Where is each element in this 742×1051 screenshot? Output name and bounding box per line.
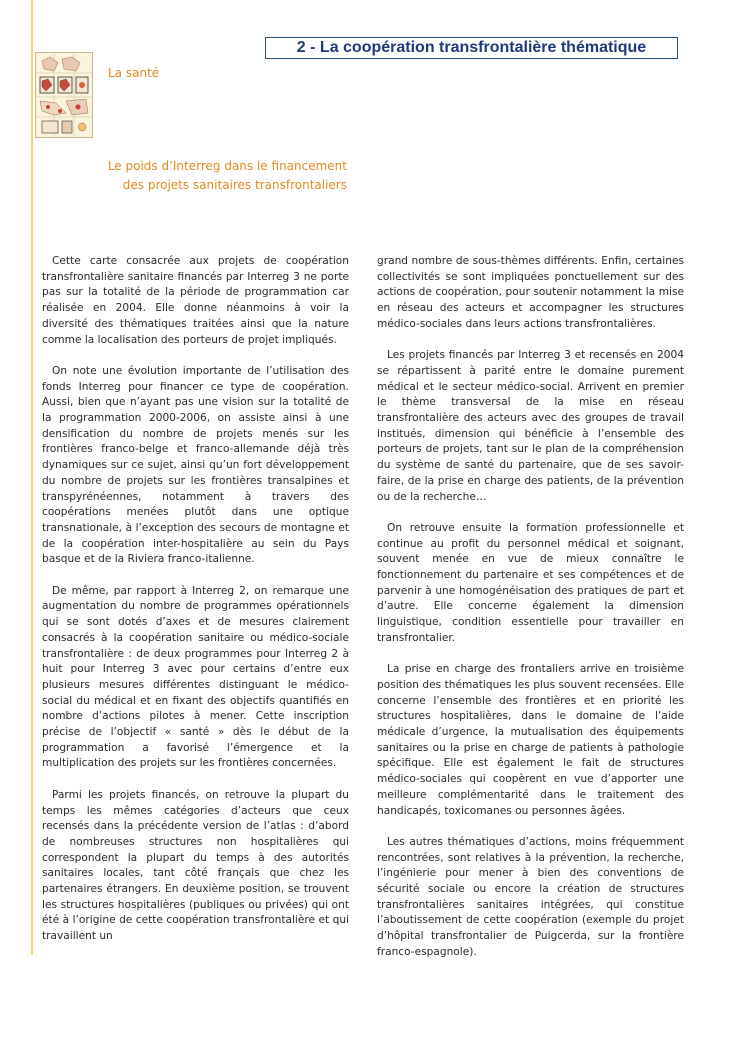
paragraph: La prise en charge des frontaliers arrive en troisième position des thématiques les plus souvent recensées. Elle concerne l’ensemble des frontières et en priorité les structures hospitalières, dans le domaine de l’aide médicale d’urgence, la mutualisation des équipements sanitaires ou la prise en charge de patients à pathologie spécifique. Elle est également le fait de structures médico-sociales qui coopèrent en vue d’apporter une meilleure complémentarité dans le traitement des handicapés, toxicomanes ou personnes âgées. [377,663,684,817]
section-header [265,37,678,59]
subtitle-line-2: des projets sanitaires transfrontaliers [122,178,347,192]
paragraph: Les autres thématiques d’actions, moins fréquemment rencontrées, sont relatives à la prévention, la recherche, l’ingénierie pour mener à bien des conventions de sécurité sociale ou encore la création de structures transfrontalières sanitaires intégrées, qui constitue l’aboutissement de cette coopération (exemple du projet d’hôpital transfrontalier de Puigcerda, sur la frontière franco-espagnole). [377,835,684,958]
section-label: La santé [108,66,160,80]
margin-rule [31,0,33,955]
page-subtitle [108,157,347,195]
paragraph: Parmi les projets financés, on retrouve la plupart du temps les mêmes catégories d’acteurs que ceux recensés dans la précédente version de l’atlas : d’abord de nombreuses structures non hospitalières qui correspondent la plupart du temps à des autorités sanitaires locales, tant côté français que chez les partenaires étrangers. En deuxième position, se trouvent les structures hospitalières (publiques ou privées) qui ont été à l’origine de cette coopération transfrontalière et qui travaillent un [42,788,349,943]
paragraph: grand nombre de sous-thèmes différents. Enfin, certaines collectivités se sont impliquées ponctuellement sur des actions de coopération, pour soutenir notamment la mise en réseau des acteurs et accompagner les structures médico-sociales dans leurs actions transfrontalières. [377,255,684,330]
paragraph: De même, par rapport à Interreg 2, on remarque une augmentation du nombre de programmes opérationnels qui se sont dotés d’axes et de mesures clairement consacrés à la coopération sanitaire ou médico-sociale transfrontalière : de deux programmes pour Interreg 2 à huit pour Interreg 3 avec pour certains d’entre eux plusieurs mesures différentes distinguant le médico-social du médical et en fixant des objectifs quantifiés en nombre d’actions pilotes à mener. Cette inscription précise de l’objectif « santé » dès le début de la programmation a favorisé l’émergence et la multiplication des projets sur les frontières concernées. [42,584,349,770]
paragraph: On note une évolution importante de l’utilisation des fonds Interreg pour financer ce type de coopération. Aussi, bien que n’ayant pas une vision sur la totalité de la programmation 2000-2006, on assiste ainsi à une densification du nombre de projets menés sur les frontières franco-belge et franco-allemande déjà très dynamiques sur ce sujet, ainsi qu’un fort développement du nombre de projets sur les frontières transalpines et transpyrénéennes, notamment à travers des coopérations menées plutôt dans une optique transnationale, à l’exception des secours de montagne et de la coopération inter-hospitalière au sein du Pays basque et de la Riviera franco-italienne. [42,364,349,566]
subtitle-line-1: Le poids d’Interreg dans le financement [107,159,347,173]
paragraph: Cette carte consacrée aux projets de coopération transfrontalière sanitaire financés par Interreg 3 ne porte pas sur la totalité de la période de programmation car réalisée en 2004. Elle donne néanmoins à voir la diversité des thématiques traitées ainsi que la nature comme la localisation des porteurs de projet impliqués. [42,255,349,346]
text-column-right [377,254,684,976]
text-column-left [42,254,349,961]
paragraph: On retrouve ensuite la formation professionnelle et continue au profit du personnel médical et soignant, souvent menée en vue de mieux connaître le fonctionnement du partenaire et ses compétences et de parvenir à une homogénéisation des pratiques de part et d’autre. Elle concerne également la dimension linguistique, condition essentielle pour travailler en transfrontalier. [377,521,684,644]
atlas-map-thumbnail-icon [35,52,93,138]
section-header-title: 2 - La coopération transfrontalière thématique [296,39,647,56]
paragraph: Les projets financés par Interreg 3 et recensés en 2004 se répartissent à parité entre le domaine purement médical et le secteur médico-social. Arrivent en premier le thème transversal de la mise en réseau transfrontalière des acteurs avec des groupes de travail institués, dimension qui bénéficie à l’ensemble des porteurs de projets, tant sur le plan de la compréhension du système de santé du partenaire, que de ses savoir-faire, de la prise en charge des patients, de la prévention ou de la recherche… [377,349,684,503]
